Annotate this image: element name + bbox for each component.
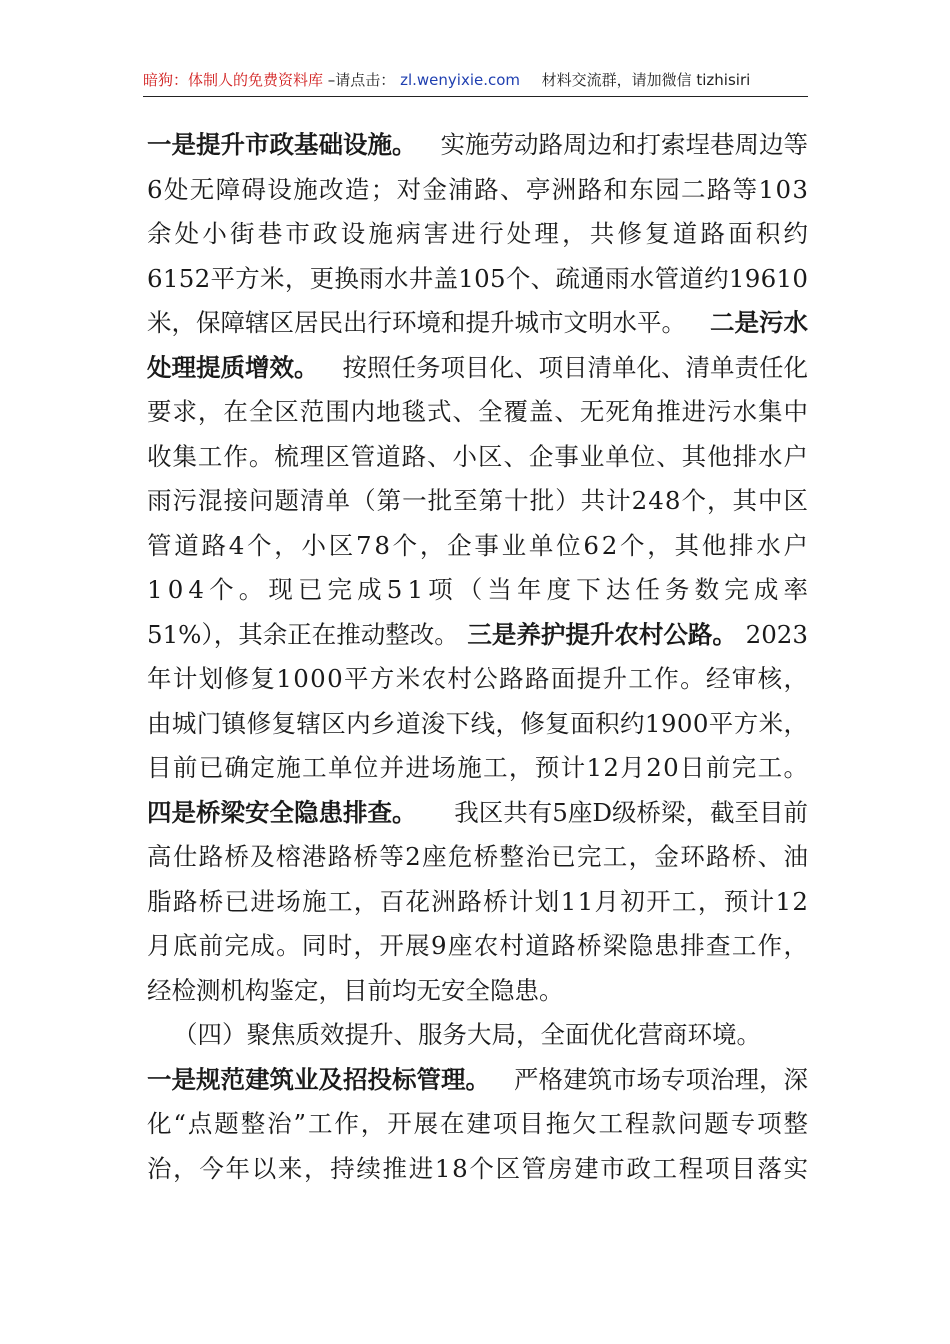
text-line xyxy=(147,791,808,836)
header-brand: 暗狗：体制人的免费资料库 xyxy=(143,71,324,89)
text-line xyxy=(147,123,808,168)
text-line xyxy=(147,1147,808,1192)
line-text: 高仕路桥及榕港路桥等2座危桥整治已完工，金环路桥、油 xyxy=(147,842,810,871)
text-line xyxy=(147,835,808,880)
header-contact: 材料交流群，请加微信 tizhisiri xyxy=(541,71,751,89)
text-line xyxy=(147,613,808,658)
line-text: 雨污混接问题清单（第一批至第十批）共计248个，其中区 xyxy=(147,486,810,515)
line-text: 104个。现已完成51项（当年度下达任务数完成率 xyxy=(147,575,814,604)
text-line xyxy=(147,301,808,346)
text-line xyxy=(147,212,812,257)
line-text: 余处小街巷市政设施病害进行处理，共修复道路面积约 xyxy=(147,219,812,248)
line-text: 6152平方米，更换雨水井盖105个、疏通雨水管道约19610 xyxy=(147,263,809,293)
text-line xyxy=(147,702,808,747)
bold-heading: 二是污水 xyxy=(710,308,808,337)
text-line xyxy=(147,1058,808,1103)
line-text: 年计划修复1000平方米农村公路路面提升工作。经审核， xyxy=(147,664,810,693)
text-line xyxy=(147,257,808,302)
document-body xyxy=(147,123,814,1191)
bold-heading: 一是规范建筑业及招投标管理。 xyxy=(147,1064,490,1094)
bold-heading: 处理提质增效。 xyxy=(147,352,319,382)
text-line xyxy=(147,568,814,613)
line-text: 2023 xyxy=(745,619,808,649)
line-text: 由城门镇修复辖区内乡道浚下线，修复面积约1900平方米， xyxy=(147,708,809,738)
line-text: 实施劳动路周边和打索埕巷周边等 xyxy=(440,130,808,159)
line-text: 化“点题整治”工作，开展在建项目拖欠工程款问题专项整 xyxy=(147,1109,810,1138)
text-line xyxy=(147,969,808,1014)
text-line xyxy=(147,746,808,791)
line-text: 收集工作。梳理区管道路、小区、企事业单位、其他排水户 xyxy=(147,441,809,471)
text-line xyxy=(147,524,811,569)
text-line xyxy=(147,924,808,969)
page-header xyxy=(143,66,808,97)
bold-heading: 四是桥梁安全隐患排查。 xyxy=(147,797,417,827)
text-line xyxy=(147,346,808,391)
bold-heading: 一是提升市政基础设施。 xyxy=(147,130,417,159)
text-line xyxy=(147,168,808,213)
line-text: 月底前完成。同时，开展9座农村道路桥梁隐患排查工作， xyxy=(147,931,810,960)
header-link-prompt: –请点击： xyxy=(327,71,396,89)
text-line xyxy=(147,390,808,435)
text-line xyxy=(147,479,808,524)
text-line xyxy=(147,435,808,480)
line-text: 米，保障辖区居民出行环境和提升城市文明水平。 xyxy=(147,308,686,337)
text-line xyxy=(147,1102,808,1147)
line-text: 目前已确定施工单位并进场施工，预计12月20日前完工。 xyxy=(147,753,810,782)
line-text: 脂路桥已进场施工，百花洲路桥计划11月初开工，预计12 xyxy=(147,886,810,916)
section-heading: （四）聚焦质效提升、服务大局，全面优化营商环境。 xyxy=(173,1020,761,1049)
line-text: 经检测机构鉴定，目前均无安全隐患。 xyxy=(147,975,564,1005)
line-text: 按照任务项目化、项目清单化、清单责任化 xyxy=(342,352,808,382)
line-text: 6处无障碍设施改造；对金浦路、亭洲路和东园二路等103 xyxy=(147,174,810,204)
line-text: 治，今年以来，持续推进18个区管房建市政工程项目落实 xyxy=(147,1153,810,1183)
line-text: 严格建筑市场专项治理，深 xyxy=(514,1064,808,1094)
section-heading-line xyxy=(147,1013,808,1058)
line-text: 要求，在全区范围内地毯式、全覆盖、无死角推进污水集中 xyxy=(147,397,809,426)
line-text: 51%），其余正在推动整改。 xyxy=(147,619,459,649)
line-text: 我区共有5座D级桥梁，截至目前 xyxy=(454,797,808,827)
text-line xyxy=(147,657,808,702)
bold-heading: 三是养护提升农村公路。 xyxy=(467,619,737,649)
line-text: 管道路4个，小区78个，企事业单位62个，其他排水户 xyxy=(147,530,811,560)
header-link-url[interactable]: zl.wenyixie.com xyxy=(400,71,521,89)
text-line xyxy=(147,880,808,925)
